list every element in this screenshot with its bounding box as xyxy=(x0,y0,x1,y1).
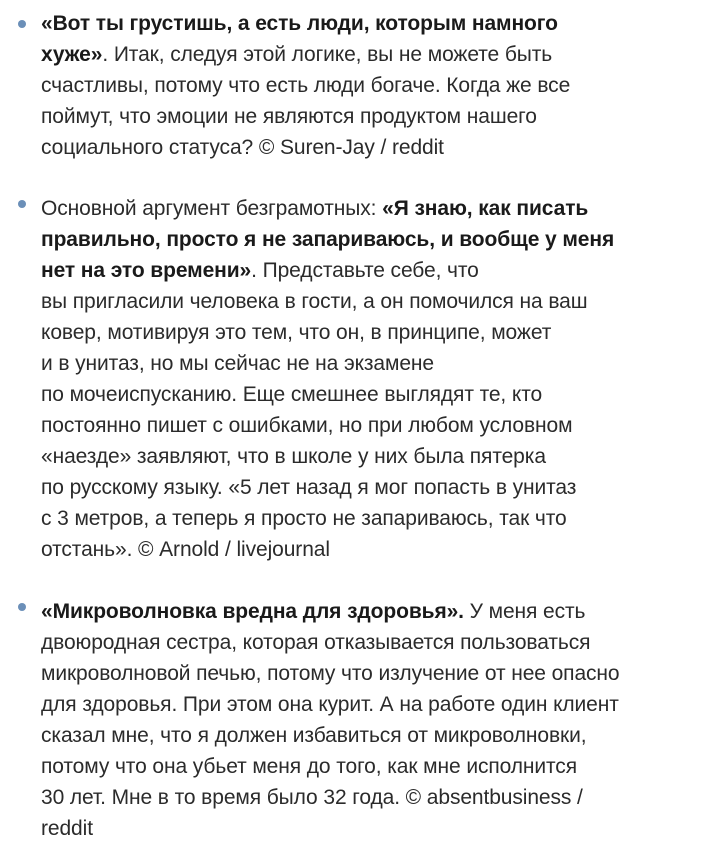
text-line xyxy=(41,813,721,844)
bullet-icon xyxy=(18,20,26,28)
text-line xyxy=(41,317,721,348)
bold-quote: нет на это времени» xyxy=(41,259,252,282)
list-item-text xyxy=(41,8,721,163)
text-segment: сказал мне, что я должен избавиться от микроволновки, xyxy=(41,724,587,747)
bullet-icon xyxy=(18,603,26,611)
text-line xyxy=(41,132,721,163)
text-line xyxy=(41,689,721,720)
bold-quote: хуже» xyxy=(41,43,103,66)
bold-quote: «Микроволновка вредна для здоровья». xyxy=(41,600,464,623)
text-line xyxy=(41,658,721,689)
text-segment: У меня есть xyxy=(463,600,586,623)
text-line xyxy=(41,224,721,255)
text-segment: ковер, мотивируя это тем, что он, в принципе, может xyxy=(41,321,552,344)
bullet-icon xyxy=(18,200,26,208)
text-line xyxy=(41,751,721,782)
text-segment: счастливы, потому что есть люди богаче. Когда же все xyxy=(41,74,571,97)
text-segment: микроволновой печью, потому что излучение от нее опасно xyxy=(41,662,620,685)
text-line xyxy=(41,193,721,224)
text-line xyxy=(41,410,721,441)
bold-quote: «Вот ты грустишь, а есть люди, которым намного xyxy=(41,12,558,35)
text-segment: двоюродная сестра, которая отказывается пользоваться xyxy=(41,631,591,654)
text-line xyxy=(41,8,721,39)
text-segment: . Представьте себе, что xyxy=(251,259,479,282)
text-segment: поймут, что эмоции не являются продуктом нашего xyxy=(41,105,537,128)
text-segment: 30 лет. Мне в то время было 32 года. © absentbusiness / xyxy=(41,786,583,809)
text-segment: «наезде» заявляют, что в школе у них была пятерка xyxy=(41,445,546,468)
text-line xyxy=(41,720,721,751)
text-segment: вы пригласили человека в гости, а он помочился на ваш xyxy=(41,290,588,313)
text-segment: Основной аргумент безграмотных: xyxy=(41,197,383,220)
text-segment: с 3 метров, а теперь я просто не запариваюсь, так что xyxy=(41,507,567,530)
list-item-text xyxy=(41,193,721,565)
text-line xyxy=(41,255,721,286)
text-line xyxy=(41,70,721,101)
text-line xyxy=(41,627,721,658)
text-segment: постоянно пишет с ошибками, но при любом условном xyxy=(41,414,573,437)
text-line xyxy=(41,534,721,565)
bold-quote: «Я знаю, как писать xyxy=(382,197,589,220)
text-segment: reddit xyxy=(41,817,93,840)
text-segment: по мочеиспусканию. Еще смешнее выглядят те, кто xyxy=(41,383,543,406)
text-segment: . Итак, следуя этой логике, вы не можете быть xyxy=(102,43,553,66)
text-line xyxy=(41,441,721,472)
list-item-text xyxy=(41,596,721,844)
text-segment: по русскому языку. «5 лет назад я мог попасть в унитаз xyxy=(41,476,577,499)
text-line xyxy=(41,348,721,379)
text-segment: отстань». © Arnold / livejournal xyxy=(41,538,330,561)
text-line xyxy=(41,286,721,317)
text-line xyxy=(41,596,721,627)
text-line xyxy=(41,503,721,534)
text-segment: для здоровья. При этом она курит. А на работе один клиент xyxy=(41,693,619,716)
text-segment: потому что она убьет меня до того, как мне исполнится xyxy=(41,755,577,778)
text-segment: социального статуса? © Suren-Jay / reddit xyxy=(41,136,444,159)
text-line xyxy=(41,101,721,132)
text-line xyxy=(41,39,721,70)
text-line xyxy=(41,472,721,503)
text-segment: и в унитаз, но мы сейчас не на экзамене xyxy=(41,352,435,375)
text-line xyxy=(41,379,721,410)
text-line xyxy=(41,782,721,813)
bold-quote: правильно, просто я не запариваюсь, и вообще у меня xyxy=(41,228,615,251)
